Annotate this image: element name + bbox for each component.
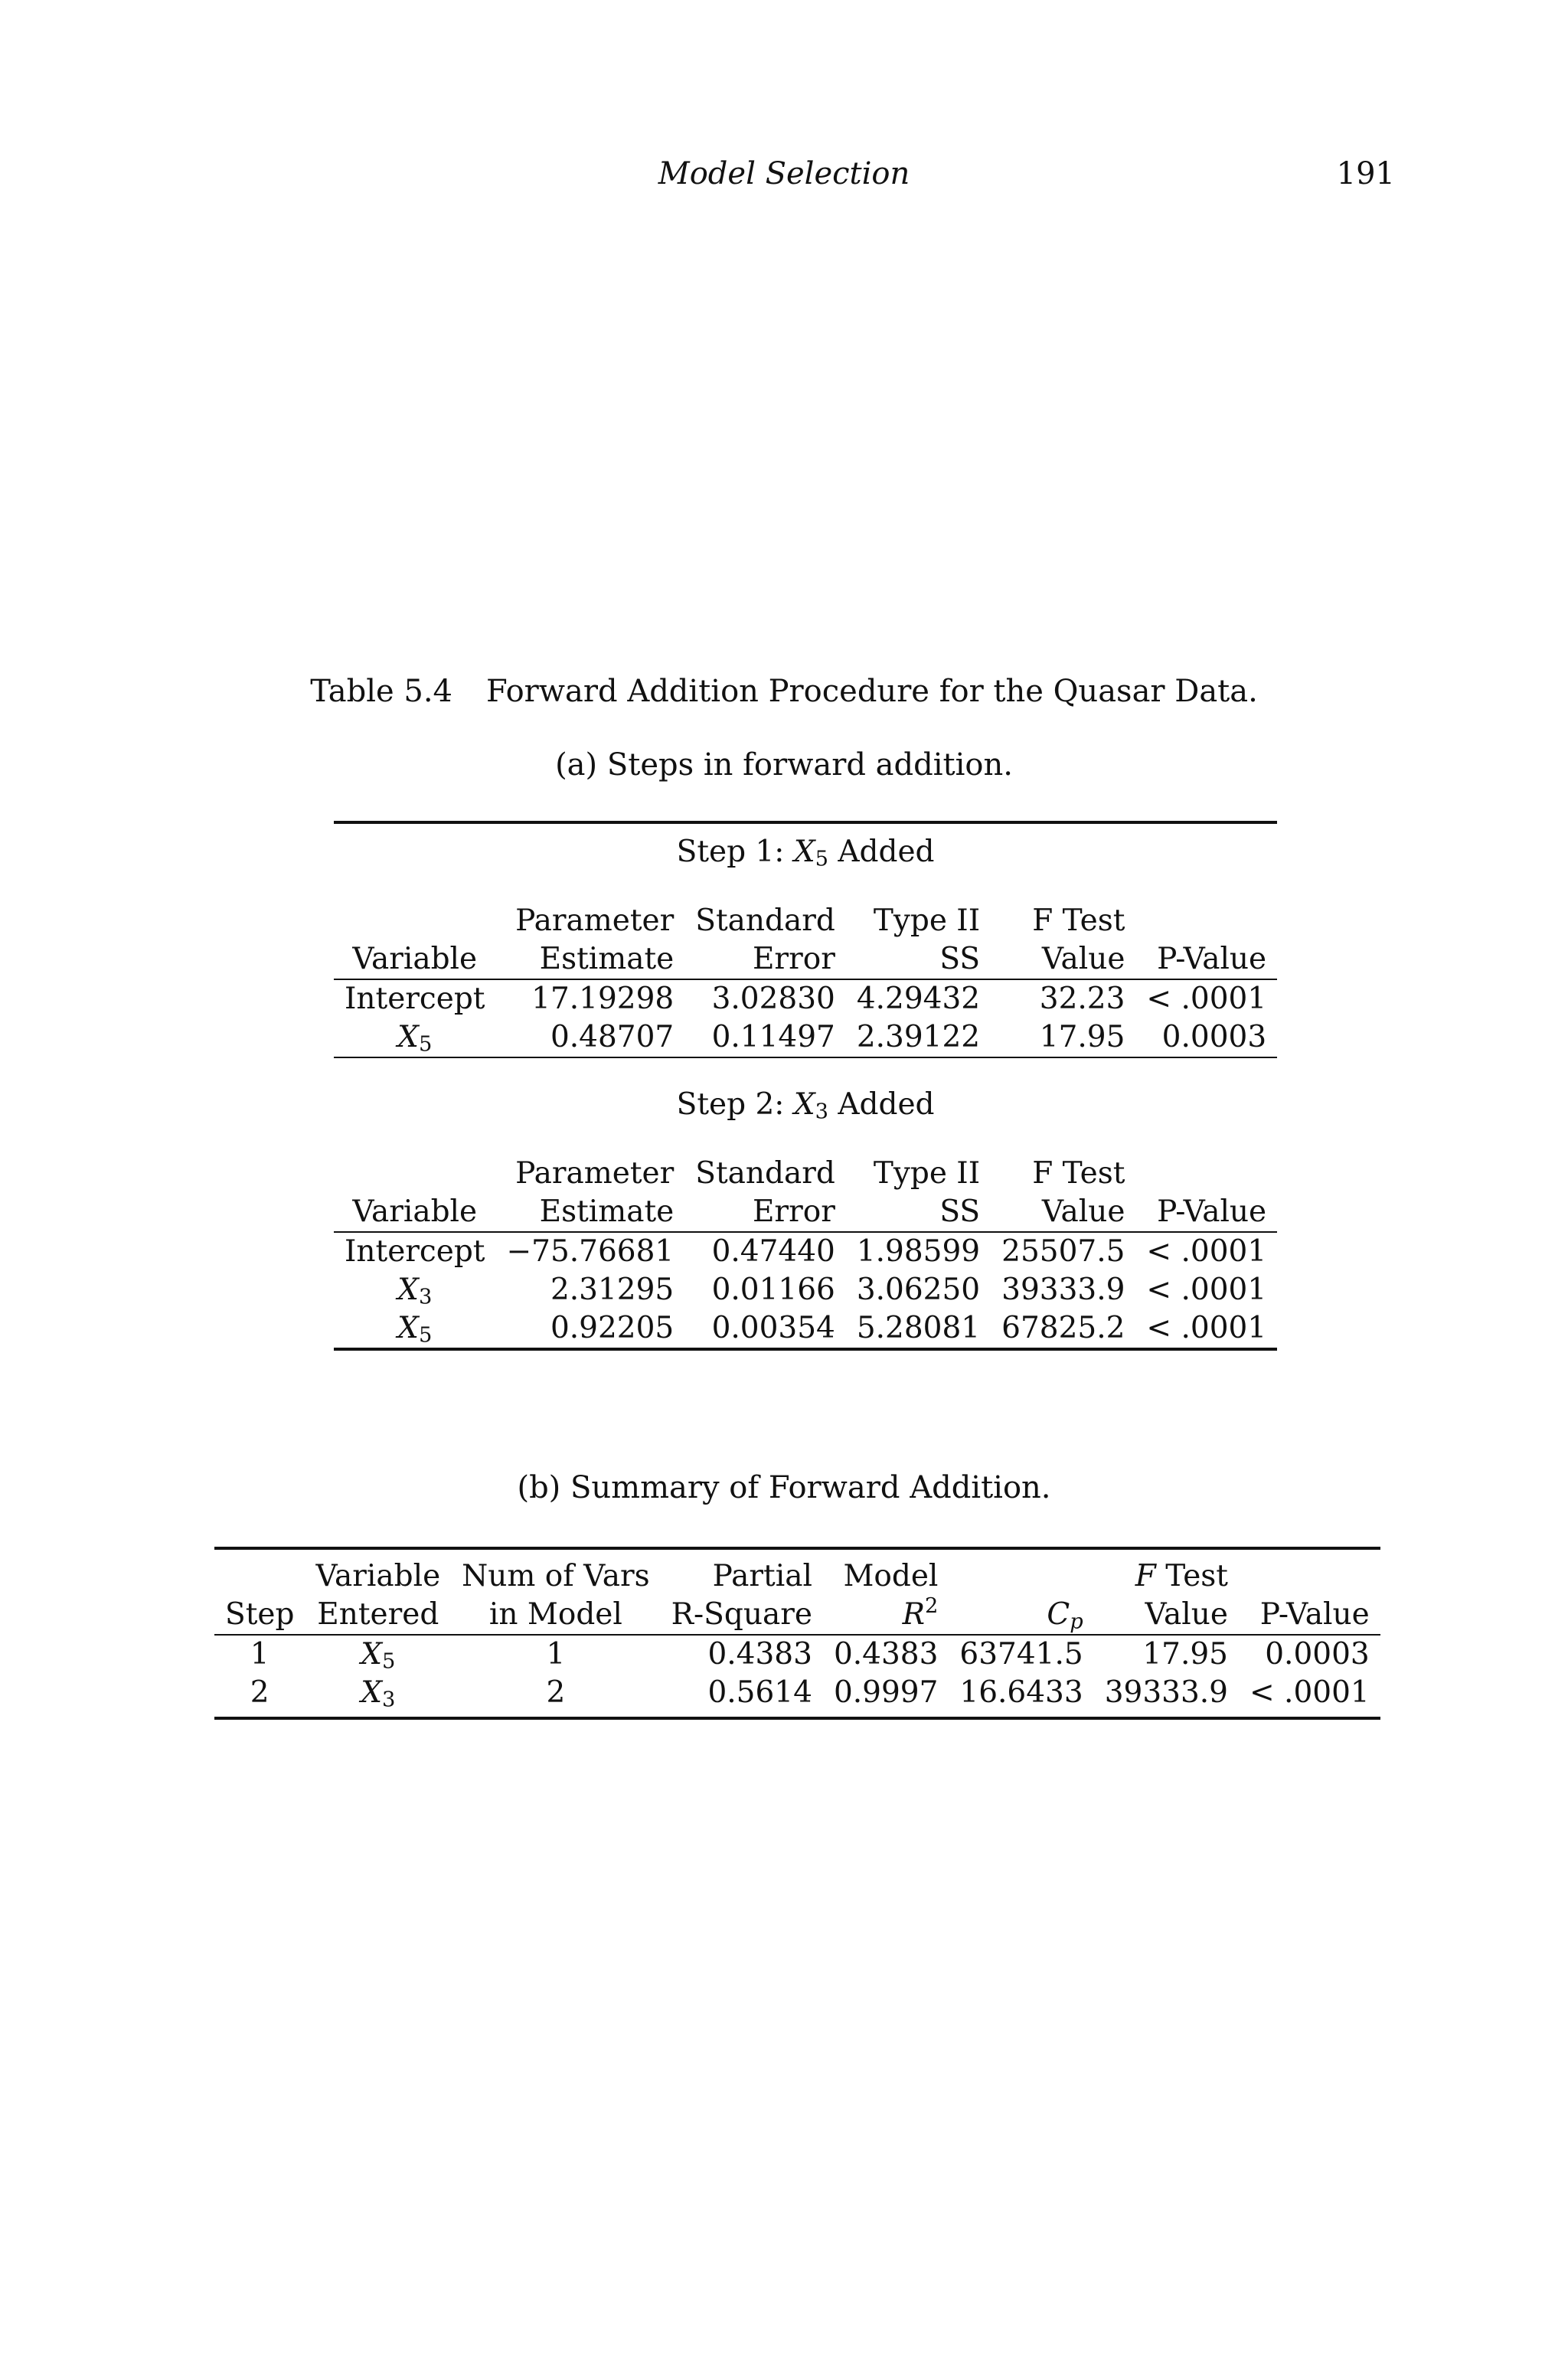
variable-cell: $X_5$ [334,1309,495,1349]
step-2-title-row [334,1057,1277,1155]
col-header: Standard [695,904,835,938]
num-vars-cell: 1 [546,1637,566,1672]
estimate-cell: −75.76681 [506,1234,675,1269]
col-header: Variable [305,1548,451,1596]
part-b-caption: (b) Summary of Forward Addition. [517,1470,1051,1505]
std-error-cell: 0.47440 [711,1234,835,1269]
col-header: F Test [1032,904,1125,938]
col-header: Variable [334,1193,495,1232]
type2-ss-cell: 2.39122 [846,1018,991,1057]
col-header [1135,902,1277,940]
estimate-cell: 2.31295 [550,1273,675,1307]
f-value-cell: 17.95 [991,1018,1135,1057]
page-number: 191 [1336,156,1395,191]
col-header: Value [991,1193,1135,1232]
summary-table-container [214,1547,1370,1720]
col-header [1239,1548,1380,1596]
col-header: Parameter [515,904,675,938]
col-header: Parameter [515,1156,675,1191]
f-value-cell: 25507.5 [1001,1234,1125,1269]
part-a-caption: (a) Steps in forward addition. [555,747,1013,783]
col-header: Type II [873,1156,981,1191]
p-value-cell: 0.0003 [1265,1637,1370,1672]
col-header: in Model [451,1596,660,1635]
variable-cell: $X_5$ [334,1018,495,1057]
col-header [949,1548,1093,1596]
step-cell: 1 [250,1637,270,1672]
table-row [334,1271,1277,1309]
col-header-cp: $C_p$ [949,1596,1093,1635]
col-header: Model [823,1548,949,1596]
f-value-cell: 17.95 [1142,1637,1228,1672]
col-header: P-Value [1135,1193,1277,1232]
col-header: Variable [334,940,495,979]
type2-ss-cell: 3.06250 [856,1273,981,1307]
table-caption-text: Forward Addition Procedure for the Quasar Data. [486,674,1258,709]
step-2-title: Step 2: $X_3$ Added [676,1087,935,1124]
col-header: Value [991,940,1135,979]
col-header: Error [684,940,846,979]
model-r2-cell: 0.4383 [833,1637,939,1672]
p-value-cell: < .0001 [1146,1273,1267,1307]
col-header: Standard [695,1156,835,1191]
col-header: Estimate [495,1193,684,1232]
step-1-header-row-2 [334,940,1277,979]
std-error-cell: 3.02830 [711,982,835,1016]
col-header: Entered [305,1596,451,1635]
col-header: SS [846,1193,991,1232]
col-header: Value [1094,1596,1239,1635]
steps-table [334,821,1277,1351]
estimate-cell: 17.19298 [531,982,675,1016]
p-value-cell: < .0001 [1135,1309,1277,1349]
cp-cell: 16.6433 [949,1674,1093,1718]
num-vars-cell: 2 [451,1674,660,1718]
partial-r2-cell: 0.4383 [707,1637,812,1672]
col-header: Error [684,1193,846,1232]
type2-ss-cell: 1.98599 [856,1234,981,1269]
std-error-cell: 0.01166 [711,1273,835,1307]
steps-table-container [334,821,1267,1351]
step-2-header-row-1 [334,1155,1277,1193]
col-header [214,1548,305,1596]
col-header: R-Square [661,1596,823,1635]
variable-cell: Intercept [345,982,485,1016]
std-error-cell: 0.00354 [684,1309,846,1349]
variable-cell: Intercept [345,1234,485,1269]
p-value-cell: 0.0003 [1135,1018,1277,1057]
estimate-cell: 0.48707 [495,1018,684,1057]
table-label: Table 5.4 [310,674,453,709]
col-header-r-squared: $R^2$ [823,1596,949,1635]
variable-cell: $X_3$ [305,1674,451,1718]
col-header-f-test: F Test [1094,1548,1239,1596]
col-header: SS [846,940,991,979]
running-header-title: Model Selection [658,156,910,191]
p-value-cell: < .0001 [1146,982,1267,1016]
p-value-cell: < .0001 [1239,1674,1380,1718]
col-header [1135,1155,1277,1193]
col-header: Step [214,1596,305,1635]
table-row [334,1018,1277,1057]
col-header: F Test [1032,1156,1125,1191]
col-header: Num of Vars [451,1548,660,1596]
table-row [334,1309,1277,1349]
variable-cell: $X_3$ [397,1273,433,1309]
estimate-cell: 0.92205 [495,1309,684,1349]
model-r2-cell: 0.9997 [823,1674,949,1718]
step-1-title: Step 1: $X_5$ Added [334,822,1277,902]
col-header [334,1155,495,1193]
col-header: Estimate [495,940,684,979]
std-error-cell: 0.11497 [684,1018,846,1057]
f-value-cell: 67825.2 [991,1309,1135,1349]
table-row [214,1674,1380,1718]
table-row [334,1232,1277,1271]
summary-header-row-2 [214,1596,1380,1635]
col-header: P-Value [1239,1596,1380,1635]
step-1-header-row-1 [334,902,1277,940]
f-value-cell: 32.23 [1039,982,1125,1016]
step-cell: 2 [214,1674,305,1718]
p-value-cell: < .0001 [1146,1234,1267,1269]
variable-cell: $X_5$ [361,1637,396,1674]
col-header: Type II [873,904,981,938]
type2-ss-cell: 5.28081 [846,1309,991,1349]
summary-table [214,1547,1380,1720]
summary-header-row-1 [214,1548,1380,1596]
step-2-header-row-2 [334,1193,1277,1232]
partial-r2-cell: 0.5614 [661,1674,823,1718]
step-1-title-row [334,822,1277,902]
cp-cell: 63741.5 [959,1637,1083,1672]
f-value-cell: 39333.9 [1001,1273,1125,1307]
col-header [334,902,495,940]
col-header: P-Value [1135,940,1277,979]
table-row [334,979,1277,1018]
col-header: Partial [661,1548,823,1596]
type2-ss-cell: 4.29432 [856,982,981,1016]
f-value-cell: 39333.9 [1094,1674,1239,1718]
table-row [214,1635,1380,1674]
table-caption [0,674,1568,709]
